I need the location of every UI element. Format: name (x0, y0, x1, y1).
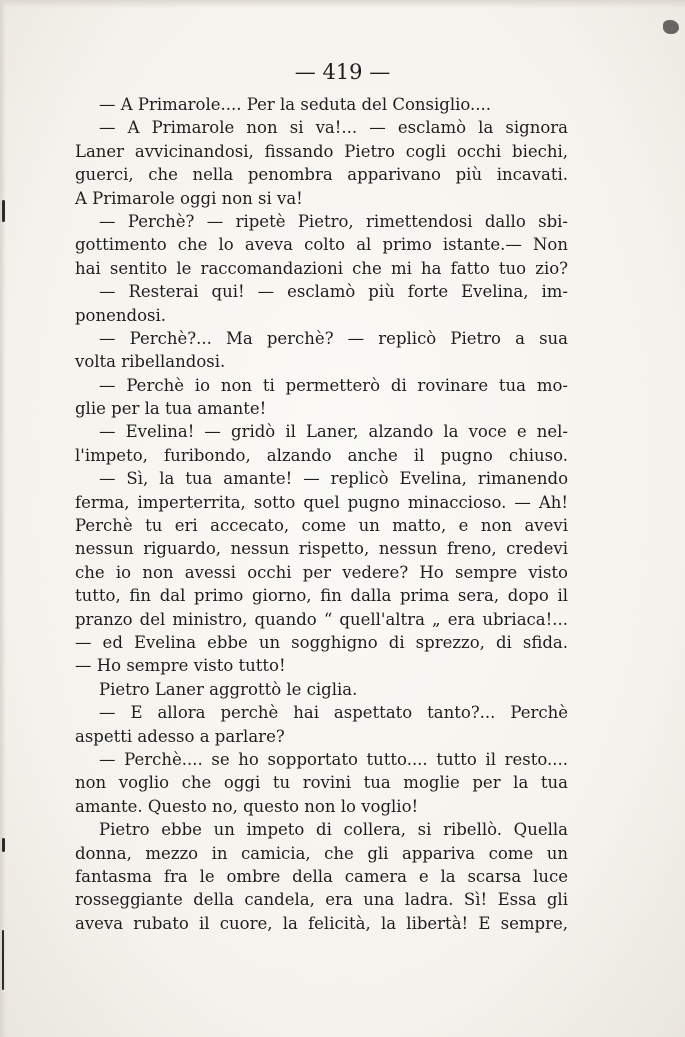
text-line: hai sentito le raccomandazioni che mi ha fatto tuo zio? (75, 258, 568, 278)
text-line: gottimento che lo aveva colto al primo istante.— Non (75, 235, 568, 255)
text-line: aveva rubato il cuore, la felicità, la libertà! E sempre, (75, 913, 568, 933)
text-line: Pietro Laner aggrottò le ciglia. (99, 679, 358, 699)
text-line: — A Primarole non si va!... — esclamò la signora (99, 118, 568, 138)
binding-mark (2, 838, 5, 852)
text-line: l'impeto, furibondo, alzando anche il pugno chiuso. (75, 445, 568, 465)
page-top-shadow (0, 0, 685, 8)
page-left-shadow (0, 0, 6, 1037)
text-line: — Resterai qui! — esclamò più forte Evelina, im- (99, 282, 568, 302)
text-line: tutto, fin dal primo giorno, fin dalla prima sera, dopo il (75, 586, 568, 606)
text-line: fantasma fra le ombre della camera e la scarsa luce (75, 866, 568, 886)
text-line: pranzo del ministro, quando “ quell'altra „ era ubriaca!... (75, 609, 568, 629)
text-line: glie per la tua amante! (75, 399, 267, 419)
page-number: — 419 — (294, 60, 391, 84)
text-line: ferma, imperterrita, sotto quel pugno minaccioso. — Ah! (75, 492, 568, 512)
text-line: — E allora perchè hai aspettato tanto?... Perchè (99, 703, 568, 723)
ink-blot-mark (663, 20, 679, 34)
text-line: — A Primarole.... Per la seduta del Consiglio.... (99, 95, 492, 114)
text-line: non voglio che oggi tu rovini tua moglie per la tua (75, 773, 568, 793)
text-line: A Primarole oggi non si va! (75, 188, 303, 208)
body-text (75, 93, 568, 935)
text-line: — Ho sempre visto tutto! (75, 656, 286, 676)
text-line: Pietro ebbe un impeto di collera, si ribellò. Quella (99, 820, 568, 840)
text-line: Laner avvicinandosi, fissando Pietro cogli occhi biechi, (75, 141, 568, 161)
text-line: — ed Evelina ebbe un sogghigno di sprezzo, di sfida. (75, 632, 568, 652)
text-line: aspetti adesso a parlare? (75, 726, 285, 746)
text-line: Perchè tu eri accecato, come un matto, e non avevi (75, 516, 568, 536)
binding-mark (2, 930, 4, 990)
text-line: — Perchè io non ti permetterò di rovinare tua mo- (99, 375, 568, 395)
text-line: — Perchè.... se ho sopportato tutto.... tutto il resto.... (99, 749, 568, 769)
text-line: nessun riguardo, nessun rispetto, nessun freno, credevi (75, 539, 568, 559)
text-line: ponendosi. (75, 305, 166, 325)
binding-mark (2, 200, 5, 222)
text-line: guerci, che nella penombra apparivano più incavati. (75, 165, 568, 185)
text-line: donna, mezzo in camicia, che gli appariva come un (75, 843, 568, 863)
text-line: volta ribellandosi. (75, 352, 226, 372)
text-line: amante. Questo no, questo non lo voglio! (75, 796, 419, 816)
text-line: — Sì, la tua amante! — replicò Evelina, rimanendo (99, 469, 568, 489)
text-line: che io non avessi occhi per vedere? Ho sempre visto (75, 562, 568, 582)
text-line: — Perchè?... Ma perchè? — replicò Pietro a sua (99, 328, 568, 348)
text-line: rosseggiante della candela, era una ladra. Sì! Essa gli (75, 890, 568, 910)
text-line: — Evelina! — gridò il Laner, alzando la voce e nel- (99, 422, 568, 442)
text-line: — Perchè? — ripetè Pietro, rimettendosi dallo sbi- (99, 211, 568, 231)
